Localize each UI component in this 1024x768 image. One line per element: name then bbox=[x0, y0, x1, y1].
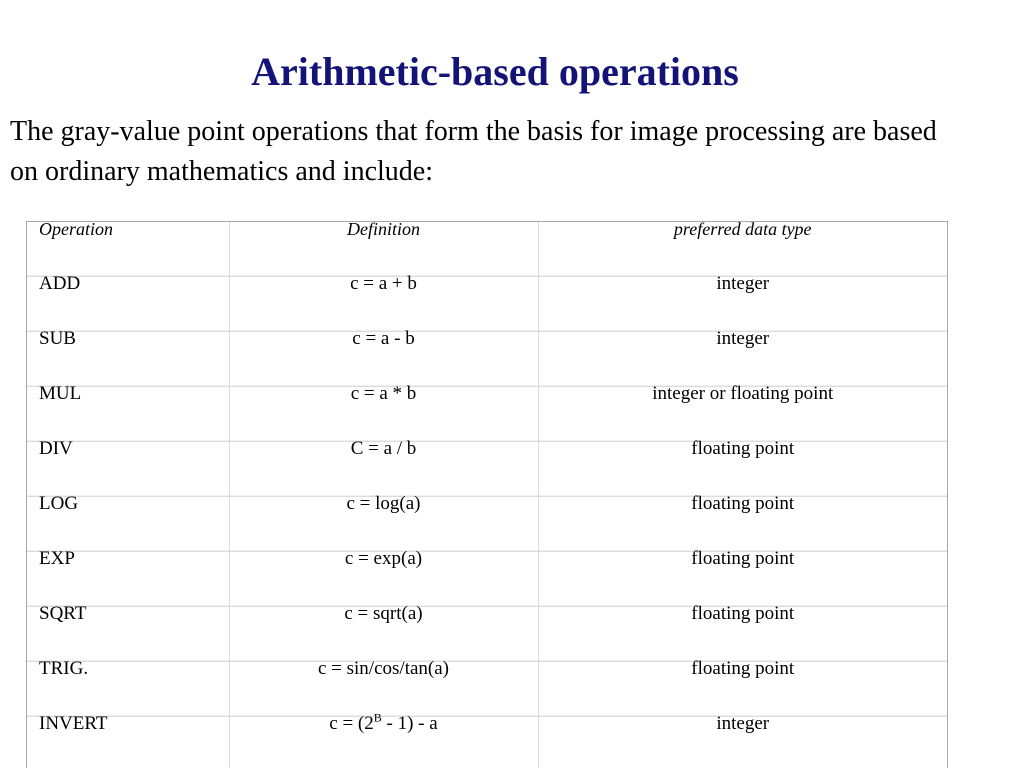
table-row bbox=[27, 332, 947, 387]
definition-cell: c = log(a) bbox=[346, 493, 421, 514]
table-row bbox=[27, 277, 947, 332]
operation-cell: EXP bbox=[39, 548, 75, 569]
definition-cell: c = sqrt(a) bbox=[344, 603, 423, 624]
header-operation: Operation bbox=[39, 221, 113, 239]
data-type-cell: integer bbox=[716, 273, 770, 294]
intro-text: The gray-value point operations that form the basis for image processing are based on ordinary mathematics and include: bbox=[10, 116, 937, 187]
data-type-cell: integer or floating point bbox=[652, 383, 834, 404]
definition-cell: c = a * b bbox=[350, 383, 417, 404]
table-row bbox=[27, 607, 947, 662]
operation-cell: DIV bbox=[39, 438, 73, 459]
table-row bbox=[27, 442, 947, 497]
operation-cell: LOG bbox=[39, 493, 79, 514]
operation-cell: SUB bbox=[39, 328, 76, 349]
table-header-row bbox=[27, 222, 947, 277]
definition-cell bbox=[230, 710, 538, 734]
header-data-type: preferred data type bbox=[673, 221, 812, 239]
table-row bbox=[27, 552, 947, 607]
operation-cell: SQRT bbox=[39, 603, 87, 624]
definition-cell: c = a - b bbox=[352, 328, 415, 349]
operation-cell: MUL bbox=[39, 383, 82, 404]
data-type-cell: integer bbox=[716, 713, 770, 734]
definition-suffix: - 1) - a bbox=[381, 713, 438, 734]
data-type-cell: floating point bbox=[691, 603, 795, 624]
table-row bbox=[27, 717, 947, 768]
data-type-cell: floating point bbox=[691, 438, 795, 459]
table-row bbox=[27, 497, 947, 552]
table-row bbox=[27, 662, 947, 717]
definition-cell: c = sin/cos/tan(a) bbox=[317, 658, 449, 679]
header-definition: Definition bbox=[347, 221, 420, 239]
operation-cell: TRIG. bbox=[39, 658, 89, 679]
operations-table bbox=[26, 221, 948, 768]
definition-prefix: c = (2 bbox=[329, 713, 374, 734]
slide-title: Arithmetic-based operations bbox=[251, 49, 739, 94]
data-type-cell: floating point bbox=[691, 493, 795, 514]
data-type-cell: floating point bbox=[691, 658, 795, 679]
data-type-cell: floating point bbox=[691, 548, 795, 569]
data-type-cell: integer bbox=[716, 328, 770, 349]
definition-cell: C = a / b bbox=[350, 438, 417, 459]
table-row bbox=[27, 387, 947, 442]
definition-cell: c = exp(a) bbox=[344, 548, 423, 569]
operation-cell: ADD bbox=[39, 273, 81, 294]
definition-superscript: B bbox=[373, 710, 382, 725]
operation-cell: INVERT bbox=[39, 713, 108, 734]
definition-cell: c = a + b bbox=[350, 273, 417, 294]
